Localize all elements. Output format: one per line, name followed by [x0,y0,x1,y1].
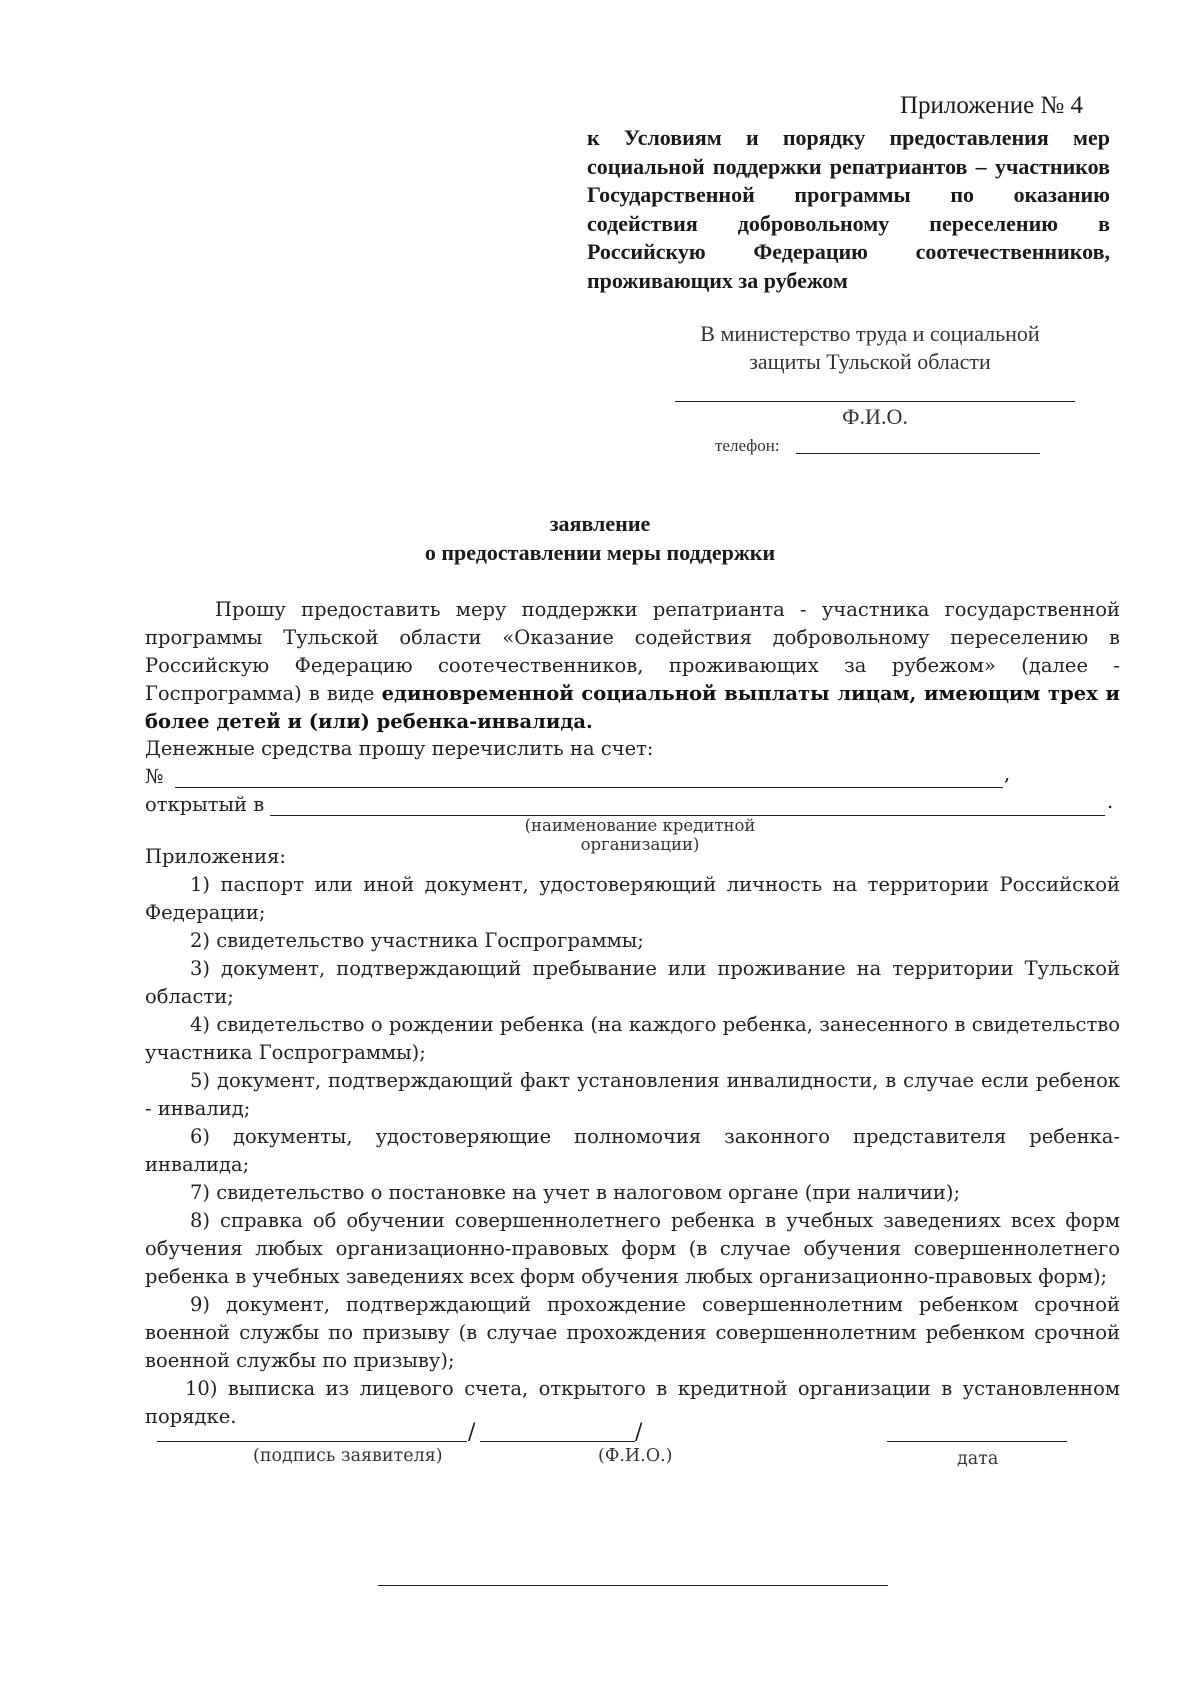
request-payment-type: единовременной социальной выплаты лицам, имеющим трех и более детей и (или) ребенка-инвалида. [145,682,1120,733]
bank-name-caption: (наименование кредитной организации) [524,816,756,854]
addressee-block [670,320,1070,376]
addressee-line-2: защиты Тульской области [749,349,991,374]
bank-label: открытый в [145,793,265,816]
signature-separator: / [468,1420,476,1445]
attachment-item: 3) документ, подтверждающий пребывание или проживание на территории Тульской области; [145,957,1120,1008]
appendix-reference: к Условиям и порядку предоставления мер социальной поддержки репатриантов – участников Государственной программы по оказанию содействия добровольному переселению в Российскую Федерацию соотечественников, проживающих за рубежом [587,125,1110,293]
request-paragraph [145,596,1120,736]
bottom-divider [378,1585,888,1586]
attachment-item: 1) паспорт или иной документ, удостоверяющий личность на территории Российской Федерации; [145,873,1120,924]
signature-field[interactable] [157,1441,467,1442]
attachments-heading: Приложения: [145,845,286,868]
document-title-line-1: заявление [549,511,651,536]
phone-field[interactable] [796,453,1040,454]
attachments-list [145,871,1120,1431]
attachment-item: 7) свидетельство о постановке на учет в налоговом органе (при наличии); [190,1181,961,1204]
bank-name-period: . [1107,790,1114,813]
signature-name-field[interactable] [480,1441,635,1442]
document-title [300,509,900,567]
attachment-item: 5) документ, подтверждающий факт установления инвалидности, в случае если ребенок - инвалид; [145,1069,1120,1120]
account-number-comma: , [1004,762,1011,785]
attachment-item: 9) документ, подтверждающий прохождение совершеннолетним ребенком срочной военной службы по призыву (в случае прохождения совершеннолетним ребенком срочной военной службы по призыву); [145,1293,1120,1372]
document-title-line-2: о предоставлении меры поддержки [424,540,776,565]
attachment-item: 10) выписка из лицевого счета, открытого в кредитной организации в установленном порядке. [145,1377,1120,1428]
attachment-item: 6) документы, удостоверяющие полномочия законного представителя ребенка-инвалида; [145,1125,1120,1176]
applicant-name-field[interactable] [675,401,1075,402]
signature-name-separator: / [635,1420,643,1445]
appendix-title: Приложение № 4 [900,92,1084,119]
applicant-name-caption: Ф.И.О. [842,404,908,429]
account-number-field[interactable] [175,787,1003,788]
account-number-label: № [145,765,164,788]
phone-label: телефон: [715,436,780,455]
date-caption: дата [957,1449,999,1469]
request-text: Прошу предоставить меру поддержки репатрианта - участника государственной программы Тульской области «Оказание содействия добровольному переселению в Российскую Федерацию соотечественников, проживающих за рубежом» (далее - Госпрограмма) в виде [145,598,1120,705]
account-instruction: Денежные средства прошу перечислить на счет: [145,737,654,760]
attachment-item: 2) свидетельство участника Госпрограммы; [190,929,644,952]
signature-name-caption: (Ф.И.О.) [598,1446,673,1466]
addressee-line-1: В министерство труда и социальной [700,321,1040,346]
date-field[interactable] [887,1441,1067,1442]
attachment-item: 4) свидетельство о рождении ребенка (на каждого ребенка, занесенного в свидетельство участника Госпрограммы); [145,1013,1120,1064]
signature-caption: (подпись заявителя) [253,1446,443,1466]
attachment-item: 8) справка об обучении совершеннолетнего ребенка в учебных заведениях всех форм обучения любых организационно-правовых форм (в случае обучения совершеннолетнего ребенка в учебных заведениях всех форм обучения любых организационно-правовых форм); [145,1209,1120,1288]
